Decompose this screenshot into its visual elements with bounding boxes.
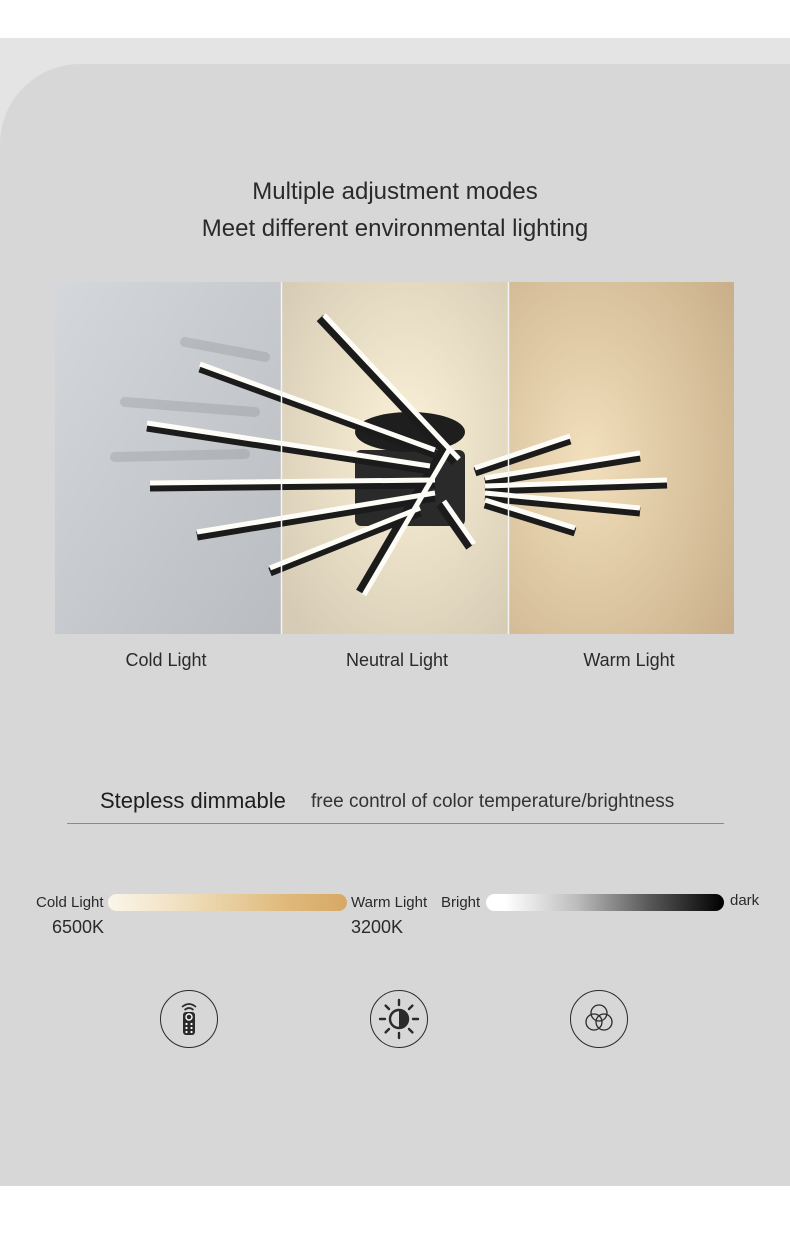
divider [67, 823, 724, 824]
temp-left-label: Cold Light [36, 894, 104, 911]
headline-line-2: Meet different environmental lighting [201, 215, 589, 242]
lighting-modes-photo [55, 282, 734, 634]
temp-left-value: 6500K [52, 917, 105, 937]
brightness-left-label: Bright [441, 894, 481, 911]
mode-caption-warm: Warm Light [583, 650, 675, 670]
brightness-bar [486, 894, 724, 911]
temp-right-label: Warm Light [351, 894, 428, 911]
temp-right-value: 3200K [351, 917, 404, 937]
feature-subtitle: free control of color temperature/brightness [311, 791, 675, 812]
mode-caption-neutral: Neutral Light [345, 650, 449, 670]
headline-line-1: Multiple adjustment modes [252, 178, 538, 205]
brightness-icon [370, 990, 428, 1048]
mode-caption-cold: Cold Light [125, 650, 207, 670]
color-temperature-bar [108, 894, 347, 911]
color-mix-icon [570, 990, 628, 1048]
remote-control-icon [160, 990, 218, 1048]
brightness-right-label: dark [730, 892, 760, 909]
feature-title: Stepless dimmable [100, 788, 286, 813]
